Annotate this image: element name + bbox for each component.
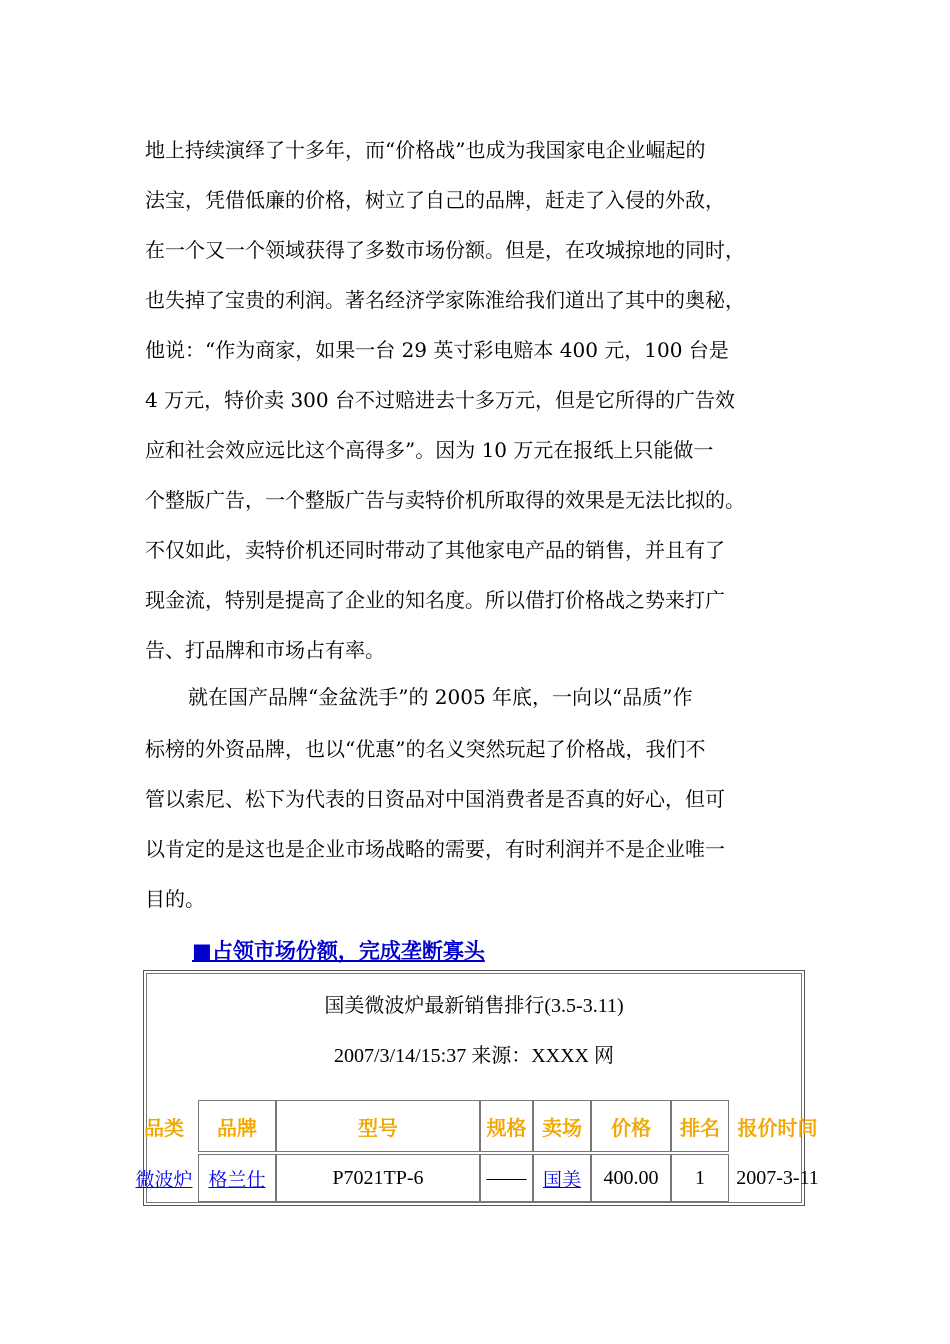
- header-rank: 排名: [680, 1115, 720, 1140]
- cell-border: [480, 1100, 533, 1152]
- cell-border: [276, 1100, 480, 1152]
- header-store: 卖场: [542, 1115, 582, 1140]
- cell-border: [591, 1100, 671, 1152]
- store-cell: [533, 1154, 591, 1202]
- header-brand: 品牌: [217, 1115, 257, 1140]
- model-cell: P7021TP-6: [332, 1166, 424, 1189]
- text-line: 就在国产品牌“金盆洗手”的 2005 年底，一向以“品质”作: [188, 685, 693, 709]
- text-line: 个整版广告，一个整版广告与卖特价机所取得的效果是无法比拟的。: [145, 488, 745, 512]
- text-line: 4 万元，特价卖 300 台不过赔进去十多万元，但是它所得的广告效: [145, 388, 735, 412]
- text-line: 现金流，特别是提高了企业的知名度。所以借打价格战之势来打广: [145, 588, 725, 612]
- text-line: 地上持续演绎了十多年，而“价格战”也成为我国家电企业崛起的: [145, 138, 706, 162]
- text-line: 法宝，凭借低廉的价格，树立了自己的品牌，赶走了入侵的外敌，: [145, 188, 725, 212]
- header-price: 价格: [611, 1115, 651, 1140]
- text-line: 他说：“作为商家，如果一台 29 英寸彩电赔本 400 元，100 台是: [145, 338, 729, 362]
- cell-border: [533, 1100, 591, 1152]
- rank-cell: 1: [695, 1166, 705, 1189]
- store-link[interactable]: 国美: [542, 1168, 581, 1191]
- header-quote-time: 报价时间: [737, 1115, 818, 1140]
- header-category: 品类: [144, 1115, 184, 1140]
- category-link[interactable]: 微波炉: [135, 1168, 193, 1191]
- text-line: 以肯定的是这也是企业市场战略的需要，有时利润并不是企业唯一: [145, 837, 725, 861]
- spec-cell: ——: [486, 1166, 527, 1189]
- text-line: 也失掉了宝贵的利润。著名经济学家陈淮给我们道出了其中的奥秘，: [145, 288, 745, 312]
- text-line: 目的。: [145, 887, 205, 911]
- header-spec: 规格: [486, 1115, 527, 1140]
- brand-cell: [198, 1154, 276, 1202]
- header-model: 型号: [358, 1115, 398, 1140]
- category-cell: [130, 1154, 198, 1202]
- text-line: 应和社会效应远比这个高得多”。因为 10 万元在报纸上只能做一: [145, 438, 714, 462]
- text-line: 告、打品牌和市场占有率。: [145, 638, 385, 662]
- text-line: 管以索尼、松下为代表的日资品对中国消费者是否真的好心，但可: [145, 787, 725, 811]
- cell-border: [671, 1100, 729, 1152]
- cell-border: [198, 1100, 276, 1152]
- quote-time-cell: 2007-3-11: [736, 1166, 819, 1189]
- text-line: 标榜的外资品牌，也以“优惠”的名义突然玩起了价格战，我们不: [145, 737, 706, 761]
- ranking-title: 国美微波炉最新销售排行(3.5-3.11): [324, 995, 624, 1017]
- brand-link[interactable]: 格兰仕: [208, 1168, 266, 1191]
- price-cell: 400.00: [603, 1166, 659, 1189]
- text-line: 不仅如此，卖特价机还同时带动了其他家电产品的销售，并且有了: [145, 538, 725, 562]
- text-line: 在一个又一个领域获得了多数市场份额。但是，在攻城掠地的同时，: [145, 238, 745, 262]
- section-heading-link[interactable]: ■占领市场份额，完成垄断寡头: [192, 939, 485, 963]
- sales-table: [130, 1098, 830, 1206]
- ranking-meta: 2007/3/14/15:37 来源：XXXX 网: [334, 1045, 614, 1067]
